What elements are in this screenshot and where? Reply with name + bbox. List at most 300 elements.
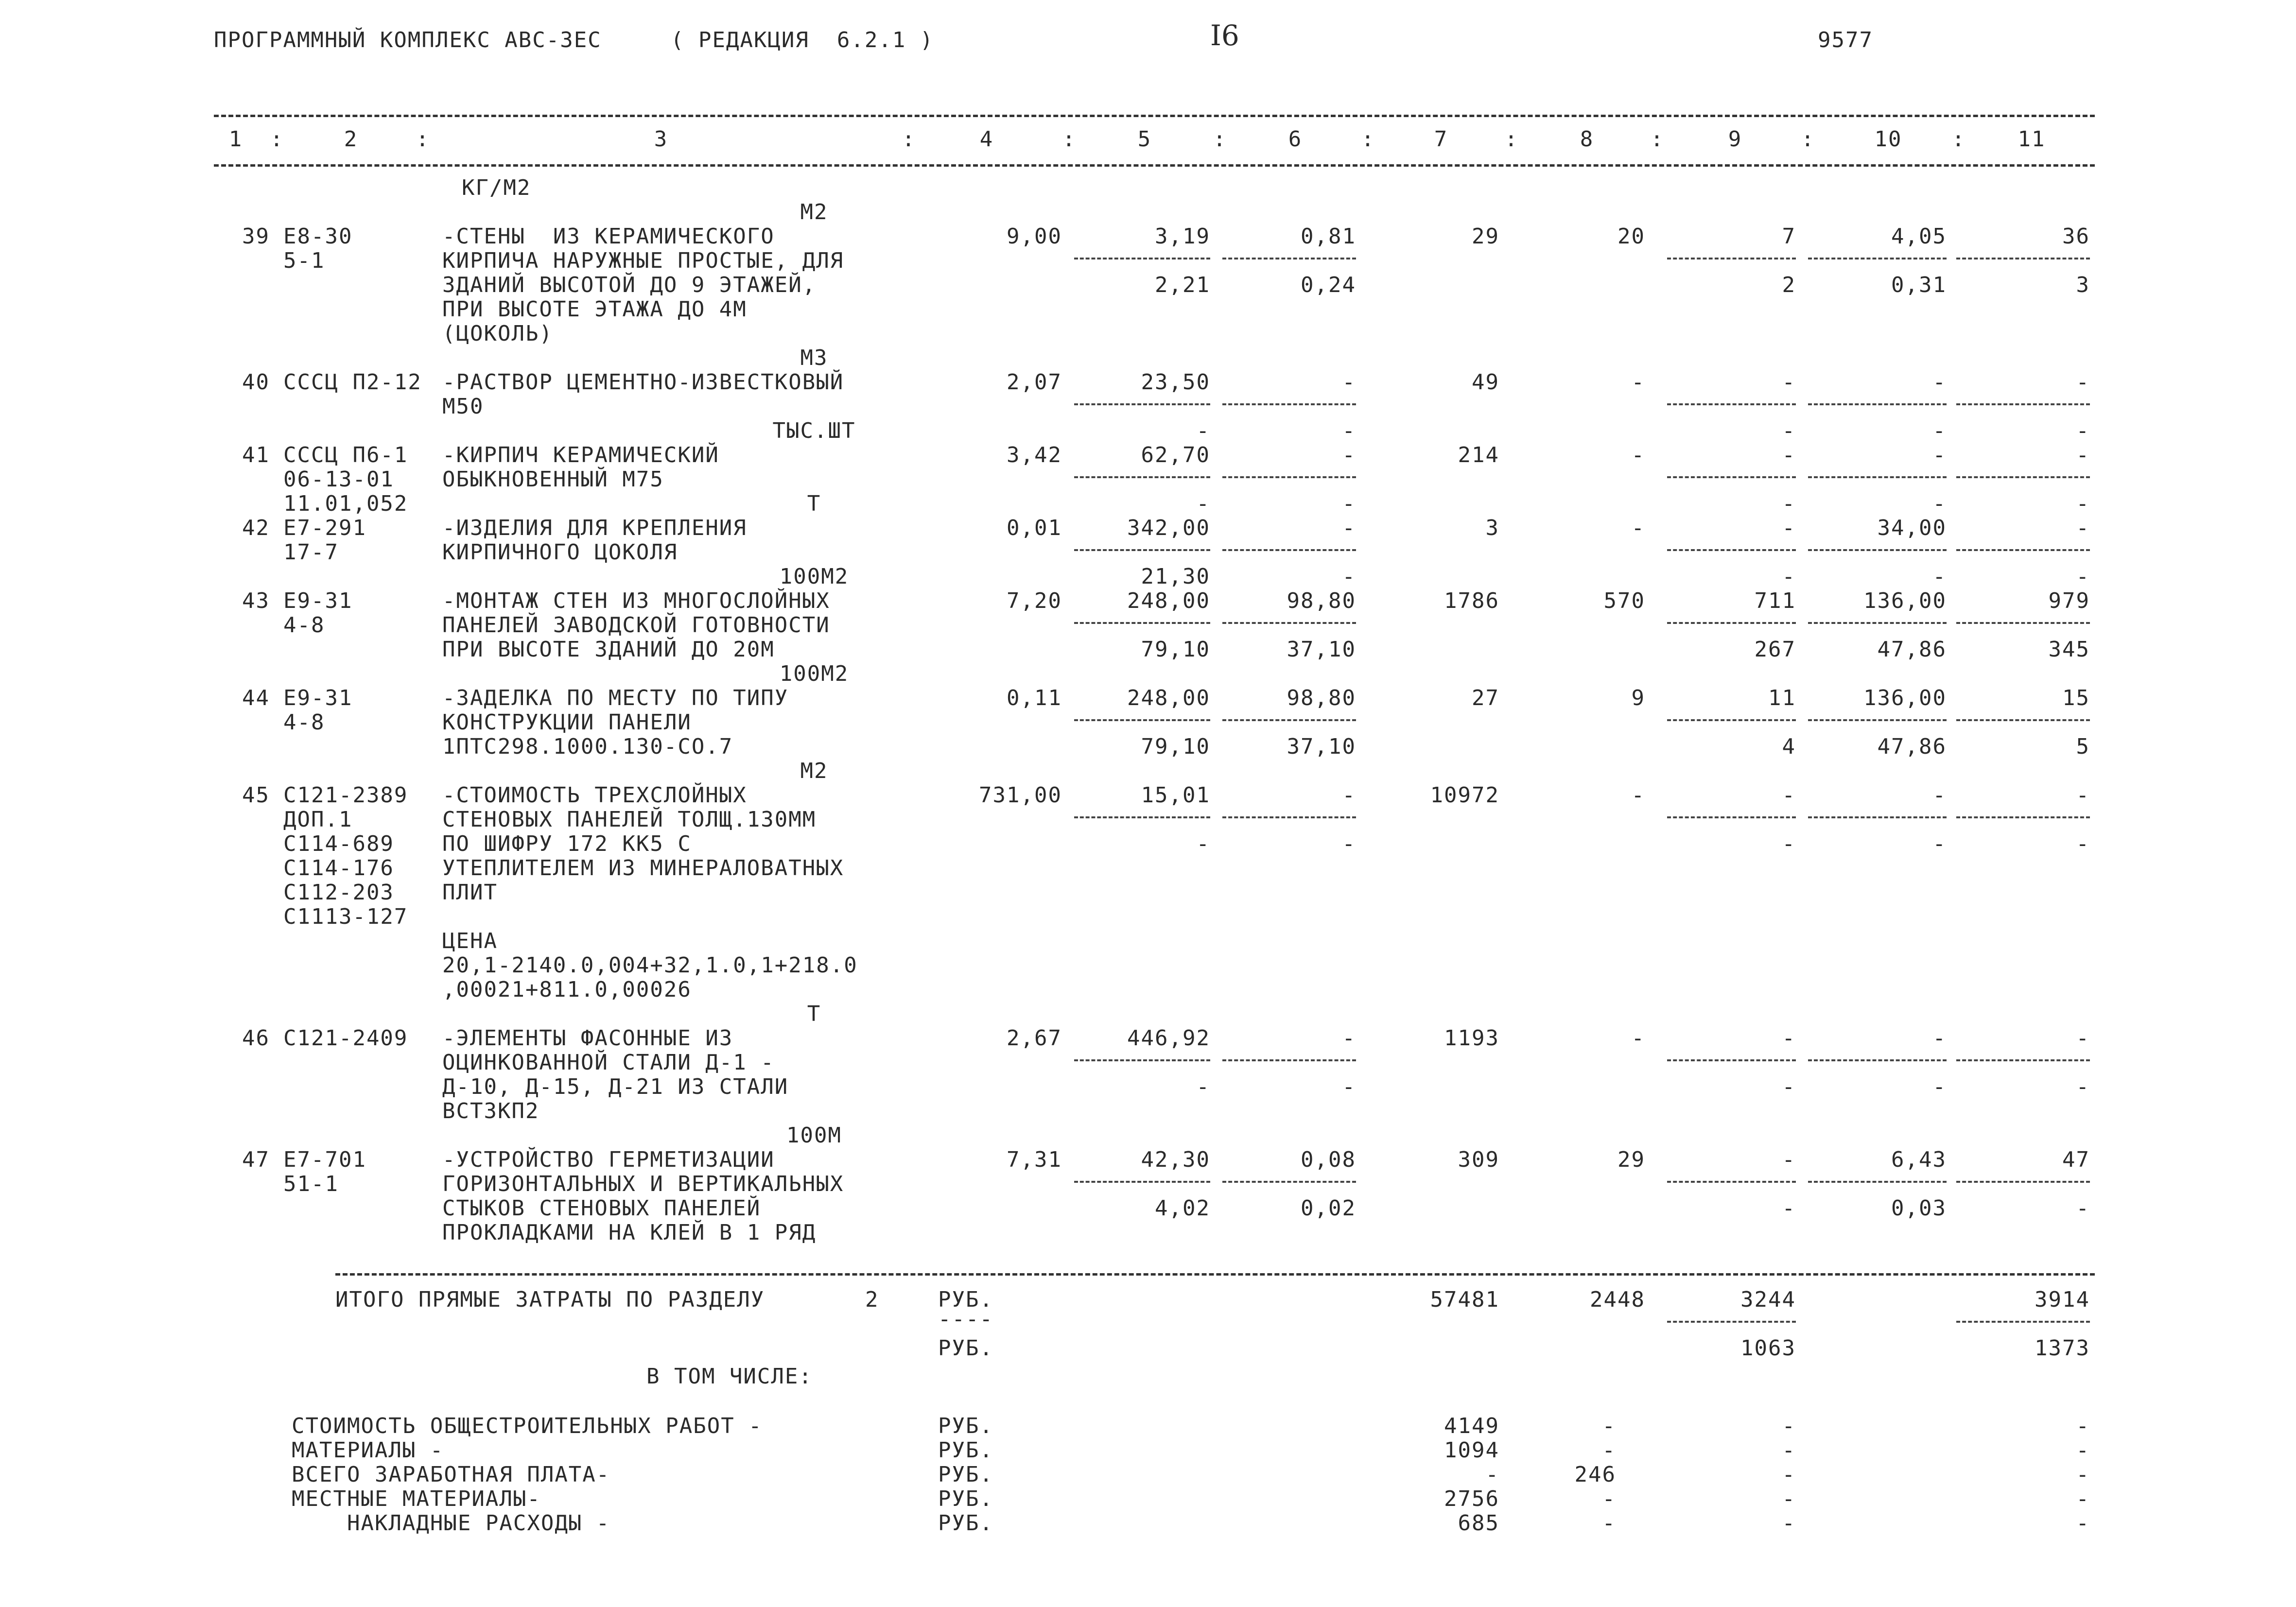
sub-rule (1074, 622, 1210, 624)
row-number: 40 (242, 370, 270, 395)
work-description: ПРИ ВЫСОТЕ ЭТАЖА ДО 4М (442, 297, 747, 322)
wage-cost: 29 (1618, 1147, 1645, 1172)
sub-rule (1667, 403, 1796, 405)
norm-code: 51-1 (283, 1172, 339, 1196)
value-c11: 36 (2062, 224, 2090, 249)
norm-code: С121-2389 (283, 783, 408, 808)
sub-rule (1667, 816, 1796, 818)
totals-label: ИТОГО ПРЯМЫЕ ЗАТРАТЫ ПО РАЗДЕЛУ (335, 1287, 765, 1312)
column-separator: : (1951, 127, 1966, 152)
value-c10: 6,43 (1891, 1147, 1947, 1172)
norm-code: 4-8 (283, 613, 325, 638)
value-c5: 248,00 (1127, 686, 1210, 710)
sub-rule (1808, 403, 1947, 405)
value-c10: - (1932, 783, 1947, 808)
value-c9: - (1782, 1026, 1796, 1051)
value-c11: - (2076, 1026, 2090, 1051)
total-cost: 29 (1472, 224, 1499, 249)
value-c6: 98,80 (1287, 686, 1356, 710)
value-c10: 34,00 (1877, 516, 1947, 540)
column-separator: : (416, 127, 430, 152)
subvalue-c10: 0,03 (1891, 1196, 1947, 1221)
work-description: ,00021+811.0,00026 (442, 977, 692, 1002)
sub-rule (1074, 549, 1210, 551)
work-description: -МОНТАЖ СТЕН ИЗ МНОГОСЛОЙНЫХ (442, 588, 830, 613)
value-c10: 136,00 (1863, 686, 1947, 710)
work-description: -УСТРОЙСТВО ГЕРМЕТИЗАЦИИ (442, 1147, 775, 1172)
sub-rule (1808, 1059, 1947, 1061)
subvalue-c10: 0,31 (1891, 273, 1947, 297)
subvalue-c9: 4 (1782, 734, 1796, 759)
subvalue-c6: 0,24 (1301, 273, 1356, 297)
value-c5: 23,50 (1141, 370, 1210, 395)
sub-rule (1956, 1181, 2090, 1183)
value-c10: 4,05 (1891, 224, 1947, 249)
table-header-rule (214, 164, 2095, 167)
section-number: 2 (865, 1287, 879, 1312)
column-separator: : (902, 127, 916, 152)
subvalue-c11: - (2076, 564, 2090, 589)
work-description: -СТЕНЫ ИЗ КЕРАМИЧЕСКОГО (442, 224, 775, 249)
column-separator: : (1801, 127, 1815, 152)
sub-rule (1956, 476, 2090, 478)
work-description: ЦЕНА (442, 929, 498, 953)
subvalue-c10: 47,86 (1877, 734, 1947, 759)
value-c6: 0,81 (1301, 224, 1356, 249)
value-c11: 15 (2062, 686, 2090, 710)
norm-code: 4-8 (283, 710, 325, 735)
breakdown-wage: 246 (1574, 1462, 1616, 1487)
breakdown-unit: РУБ. (938, 1438, 993, 1463)
norm-code: С121-2409 (283, 1026, 408, 1051)
subvalue-c9: - (1782, 418, 1796, 443)
sub-rule (1808, 476, 1947, 478)
sub-rule (1074, 719, 1210, 721)
sub-rule (1074, 816, 1210, 818)
subvalue-c5: 2,21 (1155, 273, 1210, 297)
subvalue-c5: 79,10 (1141, 734, 1210, 759)
row-number: 45 (242, 783, 270, 808)
norm-code: С112-203 (283, 880, 394, 905)
breakdown-unit: РУБ. (938, 1511, 993, 1536)
value-c9: 7 (1782, 224, 1796, 249)
sub-rule (1074, 1181, 1210, 1183)
norm-code: С114-689 (283, 831, 394, 856)
norm-code: С114-176 (283, 856, 394, 881)
subvalue-c10: - (1932, 564, 1947, 589)
sub-rule (1074, 258, 1210, 259)
work-description: ОЦИНКОВАННОЙ СТАЛИ Д-1 - (442, 1050, 775, 1075)
value-c11: - (2076, 443, 2090, 467)
total-cost: 49 (1472, 370, 1499, 395)
work-description: ПРОКЛАДКАМИ НА КЛЕЙ В 1 РЯД (442, 1220, 817, 1245)
totals-sub-rule (1667, 1321, 1796, 1323)
sub-rule (1808, 549, 1947, 551)
subvalue-c9: - (1782, 564, 1796, 589)
total-cost: 10972 (1430, 783, 1499, 808)
sub-rule (1956, 258, 2090, 259)
sub-rule (1222, 719, 1356, 721)
norm-code: СССЦ П2-12 (283, 370, 422, 395)
quantity: 0,01 (1007, 516, 1062, 540)
wage-cost: - (1631, 370, 1645, 395)
work-description: УТЕПЛИТЕЛЕМ ИЗ МИНЕРАЛОВАТНЫХ (442, 856, 844, 881)
value-c10: - (1932, 1026, 1947, 1051)
totals-unit-2: РУБ. (938, 1336, 993, 1361)
subvalue-c6: 0,02 (1301, 1196, 1356, 1221)
breakdown-total: 4149 (1444, 1414, 1499, 1438)
value-c9: - (1782, 516, 1796, 540)
work-description: ОБЫКНОВЕННЫЙ М75 (442, 467, 664, 492)
value-c9: - (1782, 1147, 1796, 1172)
including-label: В ТОМ ЧИСЛЕ: (646, 1364, 813, 1389)
subvalue-c11: 345 (2048, 637, 2090, 662)
sub-rule (1808, 719, 1947, 721)
work-description: ГОРИЗОНТАЛЬНЫХ И ВЕРТИКАЛЬНЫХ (442, 1172, 844, 1196)
column-separator: : (1504, 127, 1519, 152)
breakdown-col11: - (2076, 1414, 2090, 1438)
column-header-9: 9 (1728, 127, 1742, 152)
unit-label: 100М (786, 1123, 842, 1148)
value-c5: 248,00 (1127, 588, 1210, 613)
row-number: 44 (242, 686, 270, 710)
totals-col11-sub: 1373 (2035, 1336, 2090, 1361)
total-cost: 27 (1472, 686, 1499, 710)
column-header-2: 2 (344, 127, 358, 152)
work-description: СТЕНОВЫХ ПАНЕЛЕЙ ТОЛЩ.130ММ (442, 807, 817, 832)
breakdown-col9: - (1782, 1486, 1796, 1511)
column-separator: : (1361, 127, 1375, 152)
value-c6: - (1342, 1026, 1356, 1051)
subvalue-c6: - (1342, 564, 1356, 589)
work-description: Д-10, Д-15, Д-21 ИЗ СТАЛИ (442, 1074, 789, 1099)
breakdown-col11: - (2076, 1486, 2090, 1511)
unit-label: М2 (800, 200, 828, 225)
value-c11: - (2076, 783, 2090, 808)
quantity: 731,00 (979, 783, 1062, 808)
totals-col9: 3244 (1740, 1287, 1796, 1312)
value-c5: 42,30 (1141, 1147, 1210, 1172)
column-header-1: 1 (228, 127, 243, 152)
unit-label: М3 (800, 346, 828, 370)
subvalue-c6: - (1342, 1074, 1356, 1099)
subvalue-c5: 79,10 (1141, 637, 1210, 662)
total-cost: 1193 (1444, 1026, 1499, 1051)
column-header-11: 11 (2018, 127, 2046, 152)
sub-rule (1956, 816, 2090, 818)
sub-rule (1222, 403, 1356, 405)
value-c6: - (1342, 516, 1356, 540)
subvalue-c11: - (2076, 418, 2090, 443)
breakdown-wage: - (1602, 1414, 1616, 1438)
wage-cost: 9 (1631, 686, 1645, 710)
subvalue-c5: - (1196, 491, 1210, 516)
value-c9: - (1782, 783, 1796, 808)
wage-cost: - (1631, 783, 1645, 808)
work-description: 20,1-2140.0,004+32,1.0,1+218.0 (442, 953, 858, 978)
sub-rule (1956, 403, 2090, 405)
value-c5: 3,19 (1155, 224, 1210, 249)
value-c9: 711 (1754, 588, 1796, 613)
column-separator: : (1650, 127, 1665, 152)
value-c6: 0,08 (1301, 1147, 1356, 1172)
norm-code: Е7-291 (283, 516, 366, 540)
sub-rule (1808, 816, 1947, 818)
row-number: 41 (242, 443, 270, 467)
value-c6: - (1342, 443, 1356, 467)
sub-rule (1956, 549, 2090, 551)
subvalue-c6: - (1342, 418, 1356, 443)
work-description: КОНСТРУКЦИИ ПАНЕЛИ (442, 710, 692, 735)
breakdown-col11: - (2076, 1462, 2090, 1487)
sub-rule (1956, 622, 2090, 624)
sub-rule (1667, 719, 1796, 721)
value-c6: - (1342, 783, 1356, 808)
value-c9: - (1782, 443, 1796, 467)
sub-rule (1222, 549, 1356, 551)
quantity: 2,07 (1007, 370, 1062, 395)
subvalue-c9: - (1782, 831, 1796, 856)
subvalue-c5: 4,02 (1155, 1196, 1210, 1221)
subvalue-c6: - (1342, 831, 1356, 856)
value-c6: 98,80 (1287, 588, 1356, 613)
subvalue-c5: - (1196, 418, 1210, 443)
work-description: -СТОИМОСТЬ ТРЕХСЛОЙНЫХ (442, 783, 747, 808)
sub-rule (1808, 1181, 1947, 1183)
sub-rule (1222, 1059, 1356, 1061)
breakdown-wage: - (1602, 1511, 1616, 1536)
totals-col9-sub: 1063 (1740, 1336, 1796, 1361)
edition-label: ( РЕДАКЦИЯ 6.2.1 ) (671, 28, 934, 52)
subvalue-c10: 47,86 (1877, 637, 1947, 662)
breakdown-label: МАТЕРИАЛЫ - (292, 1438, 444, 1463)
work-description: ПЛИТ (442, 880, 498, 905)
breakdown-unit: РУБ. (938, 1414, 993, 1438)
quantity: 9,00 (1007, 224, 1062, 249)
total-cost: 214 (1458, 443, 1499, 467)
breakdown-col9: - (1782, 1511, 1796, 1536)
page-number: I6 (1210, 19, 1239, 52)
breakdown-col9: - (1782, 1462, 1796, 1487)
value-c10: - (1932, 370, 1947, 395)
work-description: ПРИ ВЫСОТЕ ЗДАНИЙ ДО 20М (442, 637, 775, 662)
unit-label: 100М2 (779, 564, 849, 589)
norm-code: Е9-31 (283, 588, 353, 613)
work-description: СТЫКОВ СТЕНОВЫХ ПАНЕЛЕЙ (442, 1196, 761, 1221)
unit-label: 100М2 (779, 661, 849, 686)
unit-label: Т (807, 1002, 821, 1026)
row-number: 42 (242, 516, 270, 540)
value-c6: - (1342, 370, 1356, 395)
sub-rule (1222, 476, 1356, 478)
program-title: ПРОГРАММНЫЙ КОМПЛЕКС АВС-3ЕС (214, 28, 602, 52)
breakdown-label: МЕСТНЫЕ МАТЕРИАЛЫ- (292, 1486, 541, 1511)
sub-rule (1808, 258, 1947, 259)
quantity: 0,11 (1007, 686, 1062, 710)
breakdown-label: СТОИМОСТЬ ОБЩЕСТРОИТЕЛЬНЫХ РАБОТ - (292, 1414, 763, 1438)
value-c5: 446,92 (1127, 1026, 1210, 1051)
value-c5: 15,01 (1141, 783, 1210, 808)
column-separator: : (1213, 127, 1227, 152)
subvalue-c11: 3 (2076, 273, 2090, 297)
quantity: 7,20 (1007, 588, 1062, 613)
work-description: -ИЗДЕЛИЯ ДЛЯ КРЕПЛЕНИЯ (442, 516, 747, 540)
totals-col11: 3914 (2035, 1287, 2090, 1312)
subvalue-c5: 21,30 (1141, 564, 1210, 589)
work-description: М50 (442, 394, 484, 419)
breakdown-total: 2756 (1444, 1486, 1499, 1511)
unit-label: Т (807, 491, 821, 516)
breakdown-label: НАКЛАДНЫЕ РАСХОДЫ - (292, 1511, 610, 1536)
subvalue-c11: - (2076, 1074, 2090, 1099)
work-description: ВСТ3КП2 (442, 1099, 539, 1123)
row-number: 43 (242, 588, 270, 613)
column-header-3: 3 (654, 127, 668, 152)
norm-code: Е9-31 (283, 686, 353, 710)
value-c9: 11 (1768, 686, 1796, 710)
totals-sub-rule (1956, 1321, 2090, 1323)
quantity: 7,31 (1007, 1147, 1062, 1172)
column-separator: : (1062, 127, 1077, 152)
value-c9: - (1782, 370, 1796, 395)
work-description: КИРПИЧНОГО ЦОКОЛЯ (442, 540, 678, 565)
work-description: КИРПИЧА НАРУЖНЫЕ ПРОСТЫЕ, ДЛЯ (442, 248, 844, 273)
norm-code: Е7-701 (283, 1147, 366, 1172)
subvalue-c11: 5 (2076, 734, 2090, 759)
subvalue-c6: 37,10 (1287, 734, 1356, 759)
breakdown-col11: - (2076, 1438, 2090, 1463)
sub-rule (1667, 622, 1796, 624)
sub-rule (1956, 1059, 2090, 1061)
row-number: 46 (242, 1026, 270, 1051)
wage-cost: 570 (1603, 588, 1645, 613)
norm-code: С1113-127 (283, 904, 408, 929)
work-description: -КИРПИЧ КЕРАМИЧЕСКИЙ (442, 443, 719, 467)
unit-label: М2 (800, 759, 828, 783)
unit-label: КГ/М2 (462, 175, 531, 200)
subvalue-c10: - (1932, 831, 1947, 856)
subvalue-c9: 2 (1782, 273, 1796, 297)
column-header-10: 10 (1874, 127, 1902, 152)
work-description: -РАСТВОР ЦЕМЕНТНО-ИЗВЕСТКОВЫЙ (442, 370, 844, 395)
norm-code: Е8-30 (283, 224, 353, 249)
column-header-5: 5 (1137, 127, 1152, 152)
column-header-7: 7 (1434, 127, 1448, 152)
subvalue-c6: 37,10 (1287, 637, 1356, 662)
breakdown-total: 685 (1458, 1511, 1499, 1536)
norm-code: 5-1 (283, 248, 325, 273)
work-description: ЗДАНИЙ ВЫСОТОЙ ДО 9 ЭТАЖЕЙ, (442, 273, 817, 297)
sub-rule (1074, 403, 1210, 405)
breakdown-col9: - (1782, 1438, 1796, 1463)
sub-rule (1074, 476, 1210, 478)
breakdown-col9: - (1782, 1414, 1796, 1438)
sub-rule (1667, 476, 1796, 478)
norm-code: 11.01,052 (283, 491, 408, 516)
value-c10: 136,00 (1863, 588, 1947, 613)
value-c11: 979 (2048, 588, 2090, 613)
breakdown-unit: РУБ. (938, 1486, 993, 1511)
wage-cost: - (1631, 443, 1645, 467)
subvalue-c9: 267 (1754, 637, 1796, 662)
totals-total-cost: 57481 (1430, 1287, 1499, 1312)
breakdown-unit: РУБ. (938, 1462, 993, 1487)
subvalue-c10: - (1932, 1074, 1947, 1099)
value-c5: 62,70 (1141, 443, 1210, 467)
subvalue-c5: - (1196, 1074, 1210, 1099)
subvalue-c11: - (2076, 491, 2090, 516)
subvalue-c11: - (2076, 831, 2090, 856)
work-description: -ЗАДЕЛКА ПО МЕСТУ ПО ТИПУ (442, 686, 789, 710)
work-description: 1ПТС298.1000.130-СО.7 (442, 734, 733, 759)
breakdown-label: ВСЕГО ЗАРАБОТНАЯ ПЛАТА- (292, 1462, 610, 1487)
breakdown-total: - (1485, 1462, 1499, 1487)
subvalue-c9: - (1782, 491, 1796, 516)
column-header-4: 4 (979, 127, 994, 152)
column-header-8: 8 (1580, 127, 1594, 152)
sub-rule (1222, 816, 1356, 818)
sub-rule (1667, 549, 1796, 551)
sub-rule (1074, 1059, 1210, 1061)
unit-label: ТЫС.ШТ (772, 418, 856, 443)
breakdown-total: 1094 (1444, 1438, 1499, 1463)
work-description: (ЦОКОЛЬ) (442, 321, 553, 346)
totals-wage-cost: 2448 (1590, 1287, 1645, 1312)
value-c5: 342,00 (1127, 516, 1210, 540)
total-cost: 3 (1485, 516, 1499, 540)
sub-rule (1222, 258, 1356, 259)
row-number: 47 (242, 1147, 270, 1172)
row-number: 39 (242, 224, 270, 249)
totals-unit-underline: ---- (938, 1307, 993, 1331)
sub-rule (1222, 1181, 1356, 1183)
wage-cost: - (1631, 516, 1645, 540)
norm-code: СССЦ П6-1 (283, 443, 408, 467)
quantity: 2,67 (1007, 1026, 1062, 1051)
sub-rule (1956, 719, 2090, 721)
value-c11: - (2076, 516, 2090, 540)
norm-code: ДОП.1 (283, 807, 353, 832)
quantity: 3,42 (1007, 443, 1062, 467)
norm-code: 06-13-01 (283, 467, 394, 492)
sub-rule (1222, 622, 1356, 624)
wage-cost: 20 (1618, 224, 1645, 249)
wage-cost: - (1631, 1026, 1645, 1051)
norm-code: 17-7 (283, 540, 339, 565)
subvalue-c11: - (2076, 1196, 2090, 1221)
subvalue-c9: - (1782, 1196, 1796, 1221)
work-description: ПАНЕЛЕЙ ЗАВОДСКОЙ ГОТОВНОСТИ (442, 613, 830, 638)
totals-unit: РУБ. (938, 1287, 993, 1312)
table-top-rule (214, 115, 2095, 117)
value-c11: - (2076, 370, 2090, 395)
total-cost: 309 (1458, 1147, 1499, 1172)
value-c10: - (1932, 443, 1947, 467)
breakdown-wage: - (1602, 1486, 1616, 1511)
work-description: -ЭЛЕМЕНТЫ ФАСОННЫЕ ИЗ (442, 1026, 733, 1051)
subvalue-c5: - (1196, 831, 1210, 856)
subvalue-c10: - (1932, 491, 1947, 516)
sub-rule (1667, 1181, 1796, 1183)
sub-rule (1808, 622, 1947, 624)
subvalue-c9: - (1782, 1074, 1796, 1099)
breakdown-col11: - (2076, 1511, 2090, 1536)
work-description: ПО ШИФРУ 172 КК5 С (442, 831, 692, 856)
total-cost: 1786 (1444, 588, 1499, 613)
totals-rule (335, 1273, 2095, 1276)
value-c11: 47 (2062, 1147, 2090, 1172)
subvalue-c10: - (1932, 418, 1947, 443)
